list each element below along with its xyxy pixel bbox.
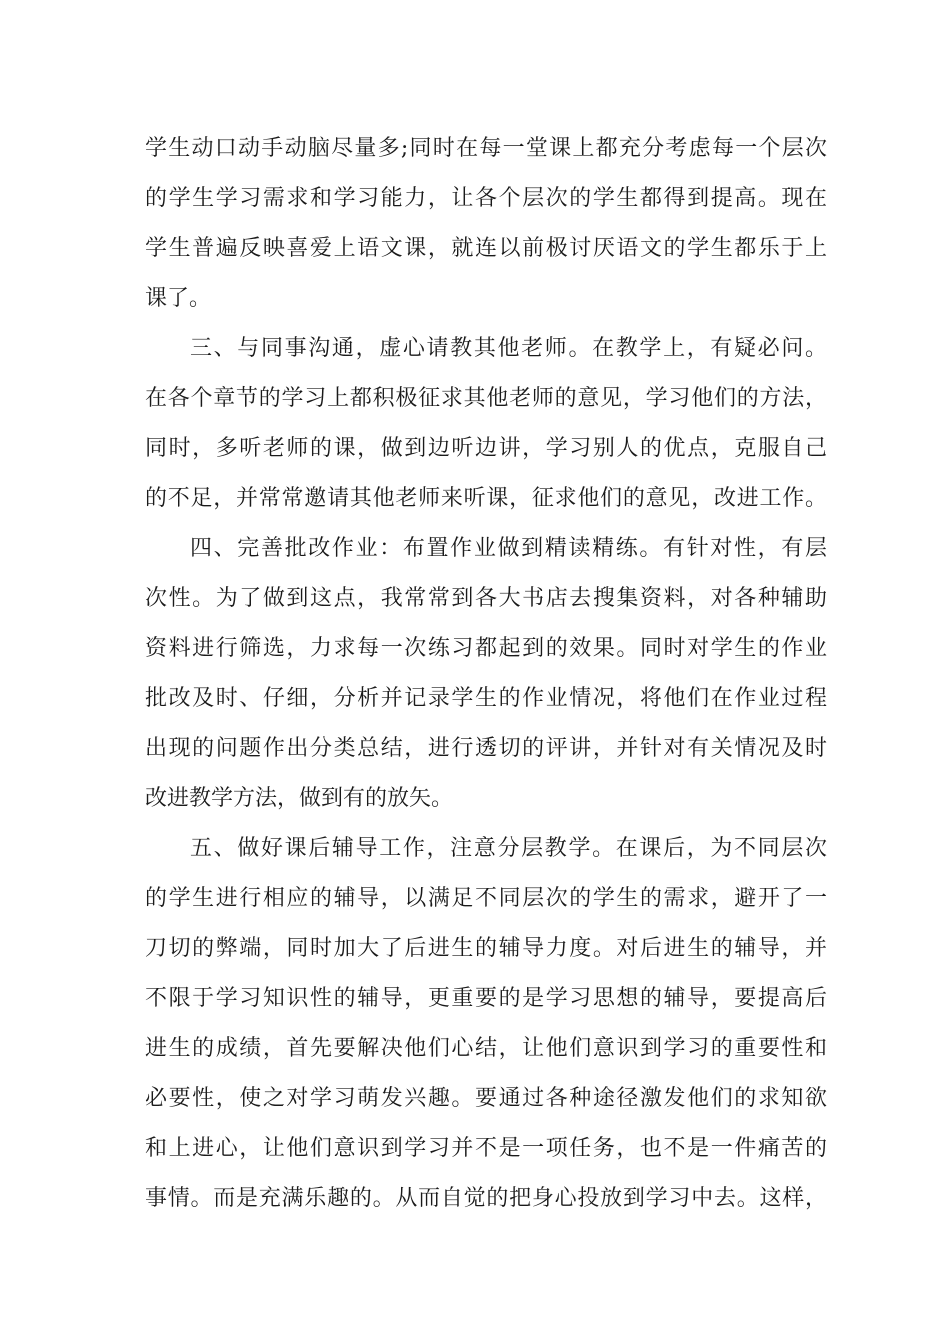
text-line: 的不足，并常常邀请其他老师来听课，征求他们的意见，改进工作。: [145, 486, 827, 511]
text-line: 在各个章节的学习上都积极征求其他老师的意见，学习他们的方法，: [145, 386, 827, 411]
text-line: 刀切的弊端，同时加大了后进生的辅导力度。对后进生的辅导，并: [145, 936, 827, 961]
text-line: 改进教学方法，做到有的放矢。: [145, 786, 454, 811]
text-line: 同时，多听老师的课，做到边听边讲，学习别人的优点，克服自己: [145, 436, 827, 461]
text-line: 不限于学习知识性的辅导，更重要的是学习思想的辅导，要提高后: [145, 986, 827, 1011]
text-line: 必要性，使之对学习萌发兴趣。要通过各种途径激发他们的求知欲: [145, 1086, 827, 1111]
text-line: 和上进心，让他们意识到学习并不是一项任务，也不是一件痛苦的: [145, 1136, 827, 1161]
paragraph-heading-three: 三、与同事沟通，虚心请教其他老师。在教学上，有疑必问。: [190, 336, 827, 361]
text-line: 批改及时、仔细，分析并记录学生的作业情况，将他们在作业过程: [145, 686, 827, 711]
paragraph-heading-five: 五、做好课后辅导工作，注意分层教学。在课后，为不同层次: [190, 836, 827, 861]
text-line: 课了。: [145, 286, 212, 311]
text-line: 次性。为了做到这点，我常常到各大书店去搜集资料，对各种辅助: [145, 586, 827, 611]
text-line: 学生动口动手动脑尽量多;同时在每一堂课上都充分考虑每一个层次: [145, 136, 827, 161]
text-line: 事情。而是充满乐趣的。从而自觉的把身心投放到学习中去。这样，: [145, 1186, 827, 1211]
paragraph-heading-four: 四、完善批改作业：布置作业做到精读精练。有针对性，有层: [190, 536, 827, 561]
text-line: 的学生学习需求和学习能力，让各个层次的学生都得到提高。现在: [145, 186, 827, 211]
text-line: 出现的问题作出分类总结，进行透切的评讲，并针对有关情况及时: [145, 736, 827, 761]
text-line: 的学生进行相应的辅导，以满足不同层次的学生的需求，避开了一: [145, 886, 827, 911]
text-line: 进生的成绩，首先要解决他们心结，让他们意识到学习的重要性和: [145, 1036, 827, 1061]
text-line: 资料进行筛选，力求每一次练习都起到的效果。同时对学生的作业: [145, 636, 827, 661]
text-line: 学生普遍反映喜爱上语文课，就连以前极讨厌语文的学生都乐于上: [145, 236, 827, 261]
